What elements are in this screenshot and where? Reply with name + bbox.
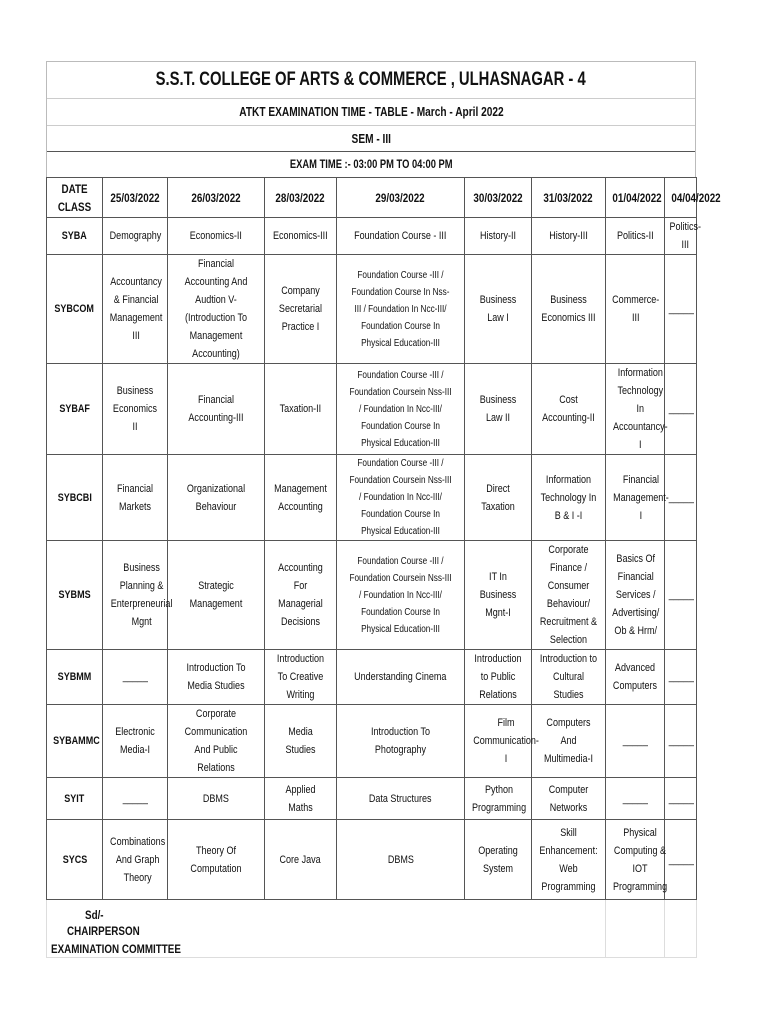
exam-cell: Economics-II: [168, 218, 265, 255]
exam-cell: Theory Of Computation: [168, 820, 265, 900]
exam-cell: Politics-III: [665, 218, 697, 255]
timetable-sheet: [46, 61, 721, 958]
exam-cell: _____: [606, 705, 665, 778]
exam-cell: Accounting For Managerial Decisions: [265, 541, 337, 650]
signature-line: EXAMINATION COMMITTEE: [51, 942, 181, 956]
exam-cell: _____: [665, 541, 697, 650]
exam-cell: Core Java: [265, 820, 337, 900]
exam-cell: Media Studies: [265, 705, 337, 778]
exam-cell: Electronic Media-I: [103, 705, 168, 778]
exam-cell: History-II: [465, 218, 532, 255]
class-row: [47, 218, 697, 255]
exam-cell: Company Secretarial Practice I: [265, 255, 337, 364]
exam-cell: Introduction To Creative Writing: [265, 650, 337, 705]
exam-cell: _____: [665, 455, 697, 541]
exam-cell: Applied Maths: [265, 778, 337, 820]
semester-label: SEM - III: [47, 125, 695, 151]
exam-cell: Information Technology In Accountancy-I: [606, 364, 665, 455]
signature-block: [47, 900, 606, 958]
exam-cell: Corporate Communication And Public Relations: [168, 705, 265, 778]
exam-cell: _____: [606, 778, 665, 820]
exam-title: ATKT EXAMINATION TIME - TABLE - March - April 2022: [47, 98, 695, 125]
exam-cell: Politics-II: [606, 218, 665, 255]
class-row: [47, 650, 697, 705]
date-header: 26/03/2022: [168, 178, 265, 218]
exam-cell: Direct Taxation: [465, 455, 532, 541]
exam-cell: _____: [103, 778, 168, 820]
exam-cell: Skill Enhancement: Web Programming: [532, 820, 606, 900]
exam-cell: _____: [665, 820, 697, 900]
class-row: [47, 255, 697, 364]
date-header: 25/03/2022: [103, 178, 168, 218]
empty-cell: [665, 900, 697, 958]
class-name: SYBCOM: [47, 255, 103, 364]
exam-cell: _____: [665, 255, 697, 364]
class-name: SYBAF: [47, 364, 103, 455]
college-title: S.S.T. COLLEGE OF ARTS & COMMERCE , ULHASNAGAR - 4: [155, 69, 587, 90]
exam-cell: History-III: [532, 218, 606, 255]
date-header: 04/04/2022: [665, 178, 697, 218]
exam-cell: IT In Business Mgnt-I: [465, 541, 532, 650]
exam-cell: Cost Accounting-II: [532, 364, 606, 455]
exam-cell: Organizational Behaviour: [168, 455, 265, 541]
exam-cell: _____: [665, 705, 697, 778]
exam-cell: Corporate Finance / Consumer Behaviour/ Recruitment & Selection: [532, 541, 606, 650]
date-header: 31/03/2022: [532, 178, 606, 218]
signature-line: CHAIRPERSON: [67, 924, 140, 938]
exam-cell: Business Law II: [465, 364, 532, 455]
class-row: [47, 455, 697, 541]
class-name: SYIT: [47, 778, 103, 820]
exam-cell: Introduction to Cultural Studies: [532, 650, 606, 705]
exam-cell: Data Structures: [337, 778, 465, 820]
exam-cell: Financial Management-I: [606, 455, 665, 541]
class-row: [47, 364, 697, 455]
exam-time: EXAM TIME :- 03:00 PM TO 04:00 PM: [47, 151, 695, 177]
date-header: 01/04/2022: [606, 178, 665, 218]
exam-cell: Introduction To Photography: [337, 705, 465, 778]
exam-cell: Introduction To Media Studies: [168, 650, 265, 705]
class-name: SYBAMMC: [47, 705, 103, 778]
empty-cell: [606, 900, 665, 958]
exam-cell: Commerce-III: [606, 255, 665, 364]
exam-cell: Basics Of Financial Services / Advertising/ Ob & Hrm/: [606, 541, 665, 650]
date-class-label: DATE CLASS: [47, 178, 103, 218]
exam-cell: Computer Networks: [532, 778, 606, 820]
exam-cell: DBMS: [337, 820, 465, 900]
exam-cell: Financial Accounting-III: [168, 364, 265, 455]
exam-cell: _____: [103, 650, 168, 705]
date-header: 28/03/2022: [265, 178, 337, 218]
timetable-body: [47, 218, 702, 958]
exam-cell: Foundation Course -III / Foundation Coursein Nss-III / Foundation In Ncc-III/ Foundation Course In Physical Education-III: [337, 541, 465, 650]
exam-cell: Business Economics II: [103, 364, 168, 455]
exam-cell: Foundation Course -III / Foundation Coursein Nss-III / Foundation In Ncc-III/ Foundation Course In Physical Education-III: [337, 364, 465, 455]
college-title-box: [46, 61, 696, 177]
exam-cell: _____: [665, 778, 697, 820]
timetable-grid: [46, 177, 721, 958]
exam-cell: Accountancy & Financial Management III: [103, 255, 168, 364]
exam-cell: DBMS: [168, 778, 265, 820]
exam-cell: Taxation-II: [265, 364, 337, 455]
exam-cell: _____: [665, 364, 697, 455]
exam-cell: Introduction to Public Relations: [465, 650, 532, 705]
exam-cell: Business Law I: [465, 255, 532, 364]
date-header: 29/03/2022: [337, 178, 465, 218]
class-row: [47, 820, 697, 900]
class-name: SYCS: [47, 820, 103, 900]
exam-cell: Information Technology In B & I -I: [532, 455, 606, 541]
exam-cell: Management Accounting: [265, 455, 337, 541]
class-name: SYBA: [47, 218, 103, 255]
exam-cell: Operating System: [465, 820, 532, 900]
class-name: SYBCBI: [47, 455, 103, 541]
exam-cell: Combinations And Graph Theory: [103, 820, 168, 900]
exam-cell: Understanding Cinema: [337, 650, 465, 705]
date-header: 30/03/2022: [465, 178, 532, 218]
exam-cell: Foundation Course -III / Foundation Course In Nss-III / Foundation In Ncc-III/ Foundation Course In Physical Education-III: [337, 255, 465, 364]
class-row: [47, 541, 697, 650]
exam-cell: _____: [665, 650, 697, 705]
exam-cell: Advanced Computers: [606, 650, 665, 705]
signature-line: Sd/-: [85, 908, 104, 922]
class-row: [47, 778, 697, 820]
exam-cell: Film Communication-I: [465, 705, 532, 778]
class-name: SYBMS: [47, 541, 103, 650]
exam-cell: Business Economics III: [532, 255, 606, 364]
exam-cell: Financial Markets: [103, 455, 168, 541]
exam-cell: Foundation Course -III / Foundation Coursein Nss-III / Foundation In Ncc-III/ Foundation Course In Physical Education-III: [337, 455, 465, 541]
signature-row: [47, 900, 697, 958]
exam-cell: Demography: [103, 218, 168, 255]
class-row: [47, 705, 697, 778]
exam-cell: Strategic Management: [168, 541, 265, 650]
exam-cell: Financial Accounting And Audtion V-(Introduction To Management Accounting): [168, 255, 265, 364]
class-name: SYBMM: [47, 650, 103, 705]
exam-cell: Economics-III: [265, 218, 337, 255]
exam-cell: Physical Computing & IOT Programming: [606, 820, 665, 900]
header-row: [47, 178, 697, 218]
exam-cell: Python Programming: [465, 778, 532, 820]
exam-cell: Foundation Course - III: [337, 218, 465, 255]
exam-cell: Computers And Multimedia-I: [532, 705, 606, 778]
exam-cell: Business Planning & Enterpreneurial Mgnt: [103, 541, 168, 650]
